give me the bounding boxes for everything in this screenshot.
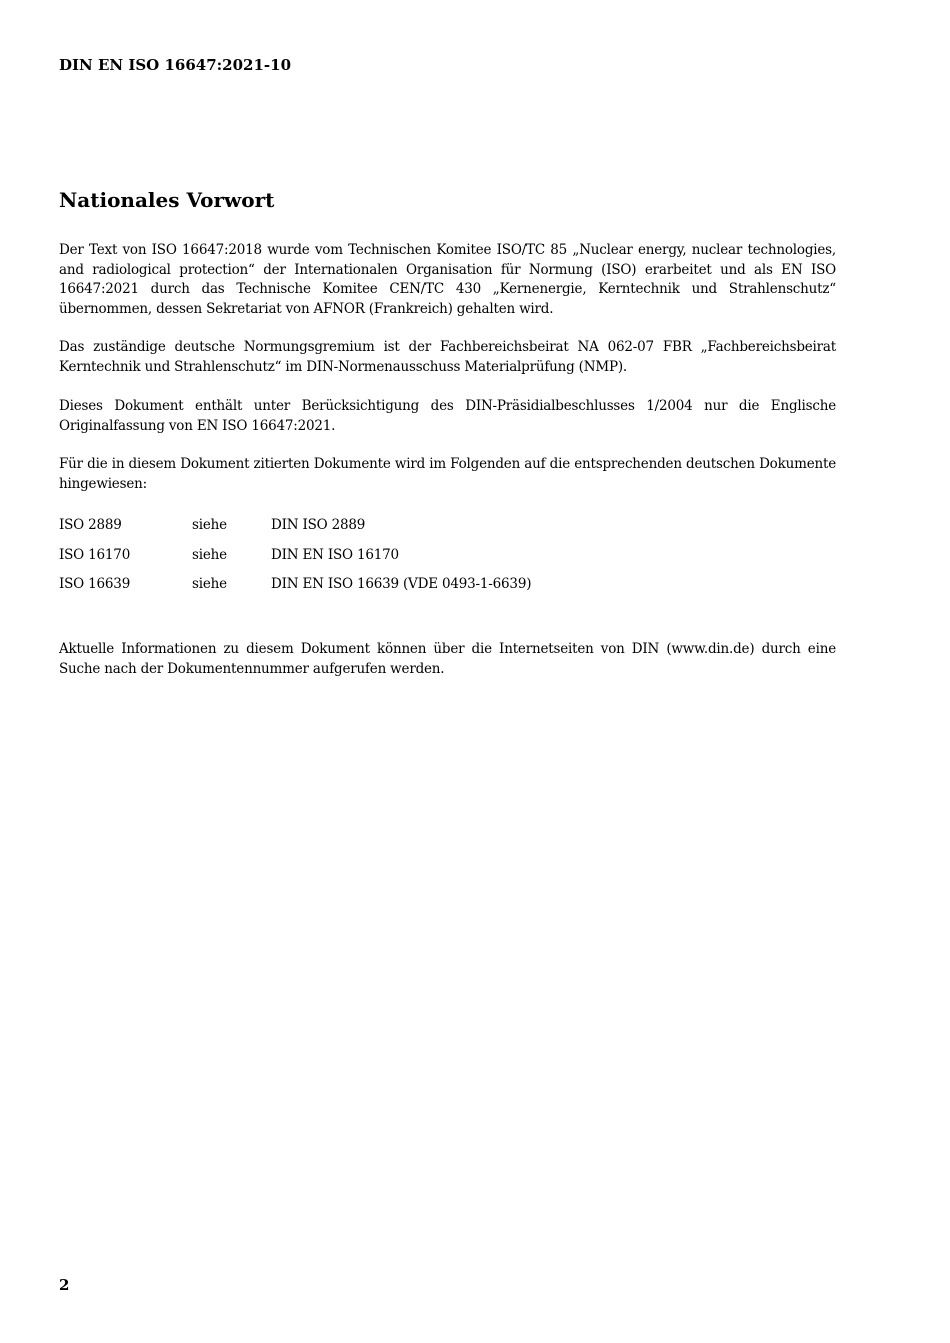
reference-relation: siehe [192,517,227,533]
reference-table [59,517,671,606]
reference-iso: ISO 16170 [59,546,131,563]
paragraph-language: Dieses Dokument enthält unter Berücksichtigung des DIN-Präsidialbeschlusses 1/2004 nur die Englische Originalfassung von EN ISO 16647:2021. [59,398,836,434]
paragraph-references-intro: Für die in diesem Dokument zitierten Dokumente wird im Folgenden auf die entsprechenden deutschen Dokumente hingewiesen: [59,456,836,492]
reference-iso: ISO 16639 [59,576,131,592]
paragraph-origin: Der Text von ISO 16647:2018 wurde vom Technischen Komitee ISO/TC 85 „Nuclear energy, nuclear technologies, and radiological protection“ der Internationalen Organisation für Normung (ISO) erarbeitet und als EN ISO 16647:2021 durch das Technische Komitee CEN/TC 430 „Kernenergie, Kerntechnik und Strahlenschutz“ übernommen, dessen Sekretariat von AFNOR (Frankreich) gehalten wird. [59,242,836,317]
reference-relation: siehe [192,576,227,592]
reference-row [59,547,671,577]
reference-din: DIN ISO 2889 [271,517,366,533]
section-title: Nationales Vorwort [59,188,275,212]
paragraph-footer-note: Aktuelle Informationen zu diesem Dokument können über die Internetseiten von DIN (www.din.de) durch eine Suche nach der Dokumentennummer aufgerufen werden. [59,641,836,677]
reference-din: DIN EN ISO 16639 (VDE 0493-1-6639) [271,576,532,592]
reference-relation: siehe [192,546,227,563]
reference-row [59,576,671,606]
reference-iso: ISO 2889 [59,517,122,533]
paragraph-committee: Das zuständige deutsche Normungsgremium ist der Fachbereichsbeirat NA 062-07 FBR „Fachbereichsbeirat Kerntechnik und Strahlenschutz“ im DIN-Normenausschuss Materialprüfung (NMP). [59,339,836,375]
page-number: 2 [59,1276,70,1294]
document-header: DIN EN ISO 16647:2021-10 [59,56,292,74]
reference-din: DIN EN ISO 16170 [271,546,399,563]
reference-row [59,517,671,547]
